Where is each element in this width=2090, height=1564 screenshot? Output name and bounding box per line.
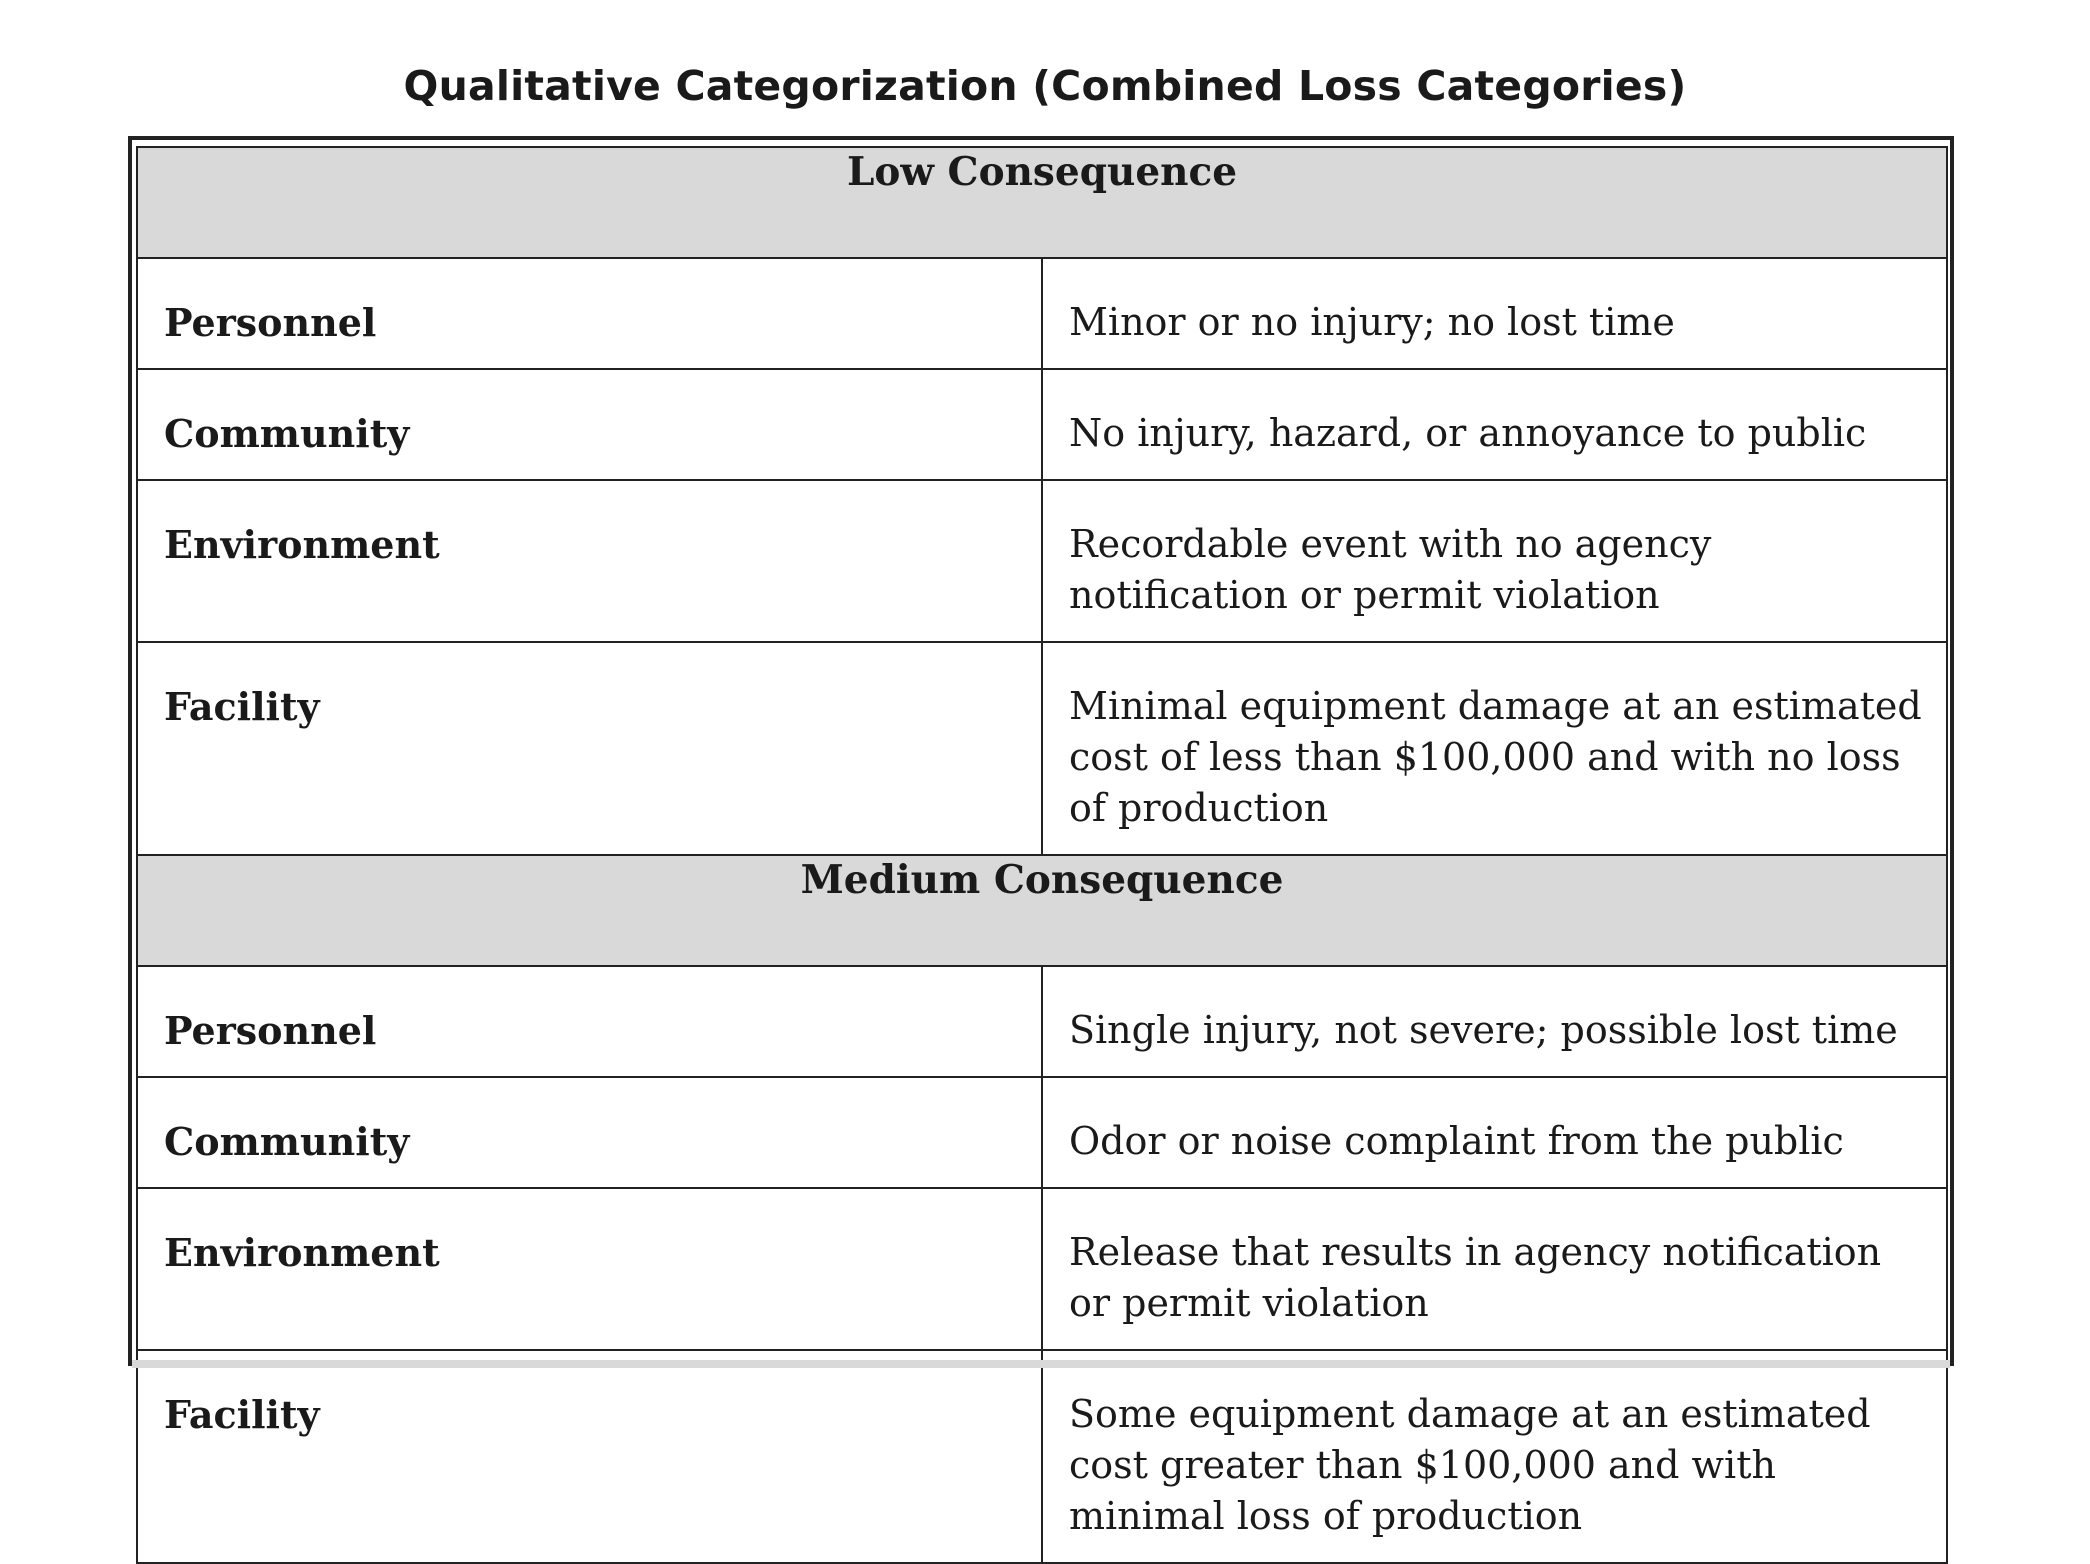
description-cell: No injury, hazard, or annoyance to public [1042, 369, 1947, 480]
description-cell: Minimal equipment damage at an estimated cost of less than $100,000 and with no loss of production [1042, 642, 1947, 855]
category-cell: Environment [137, 1188, 1042, 1350]
table-row [137, 480, 1947, 642]
category-cell: Personnel [137, 966, 1042, 1077]
category-cell: Facility [137, 642, 1042, 855]
category-cell: Community [137, 1077, 1042, 1188]
description-cell: Some equipment damage at an estimated cost greater than $100,000 and with minimal loss of production [1042, 1350, 1947, 1563]
table-row [137, 1350, 1947, 1563]
category-cell: Personnel [137, 258, 1042, 369]
table-row [137, 369, 1947, 480]
description-cell: Recordable event with no agency notification or permit violation [1042, 480, 1947, 642]
table-row [137, 1077, 1947, 1188]
table-row [137, 1188, 1947, 1350]
next-section-band [132, 1360, 1950, 1368]
table-frame [128, 136, 1954, 1538]
section-heading: Low Consequence [137, 147, 1947, 258]
table-row [137, 966, 1947, 1077]
category-cell: Environment [137, 480, 1042, 642]
section-header-medium [137, 855, 1947, 966]
section-header-low [137, 147, 1947, 258]
category-cell: Facility [137, 1350, 1042, 1563]
table-row [137, 258, 1947, 369]
category-cell: Community [137, 369, 1042, 480]
description-cell: Single injury, not severe; possible lost time [1042, 966, 1947, 1077]
section-heading: Medium Consequence [137, 855, 1947, 966]
description-cell: Odor or noise complaint from the public [1042, 1077, 1947, 1188]
page-title: Qualitative Categorization (Combined Loss Categories) [403, 62, 1687, 110]
table-row [137, 642, 1947, 855]
description-cell: Minor or no injury; no lost time [1042, 258, 1947, 369]
description-cell: Release that results in agency notification or permit violation [1042, 1188, 1947, 1350]
categorization-table [136, 146, 1948, 1564]
